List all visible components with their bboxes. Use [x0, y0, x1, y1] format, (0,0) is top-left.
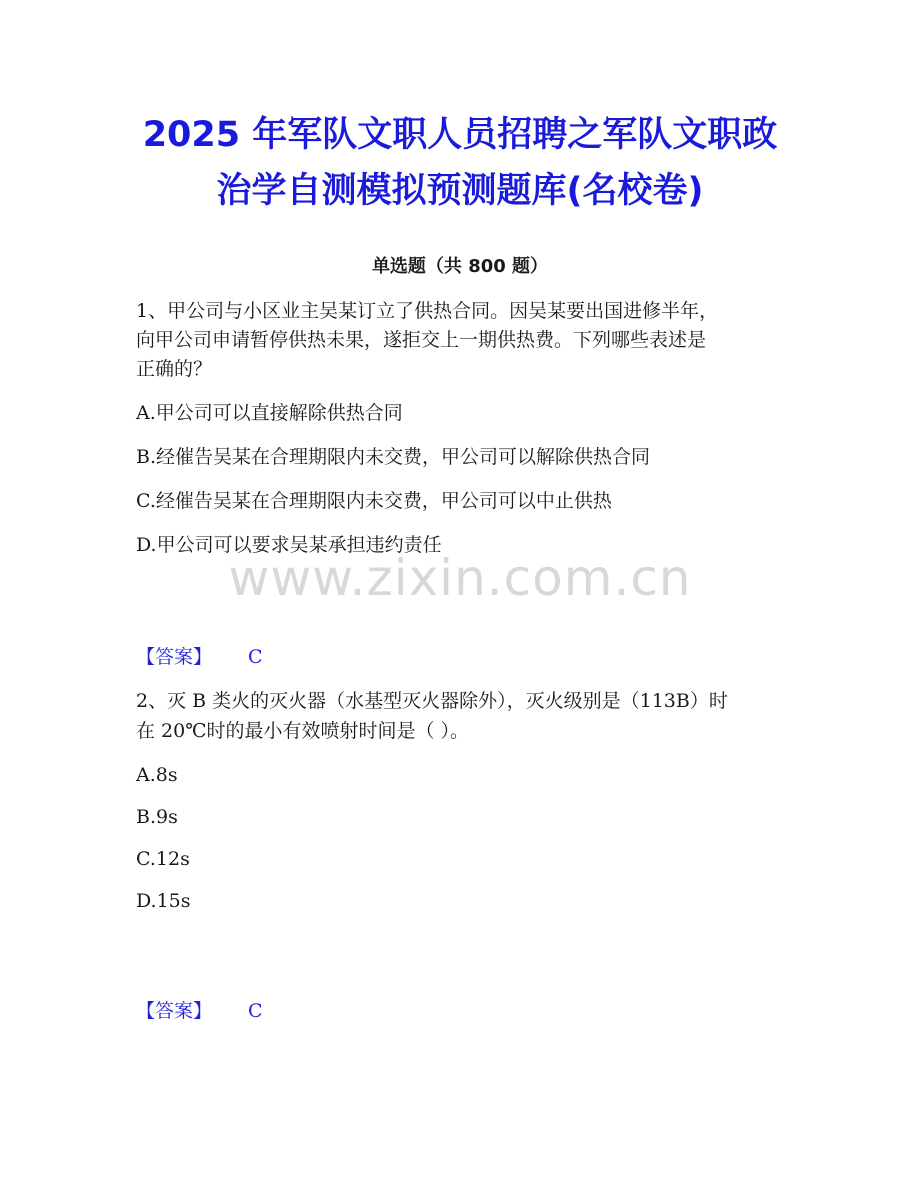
- watermark: www.zixin.com.cn: [228, 549, 692, 607]
- question-2-text-line-2: 在 20℃时的最小有效喷射时间是（ ）。: [136, 720, 470, 742]
- question-1-option-d: D.甲公司可以要求吴某承担违约责任: [136, 534, 442, 556]
- question-2-text-line-1: 2、灭 B 类火的灭火器（水基型灭火器除外），灭火级别是（113B）时: [136, 690, 728, 712]
- question-1-answer: [136, 642, 263, 672]
- document-title-line-1: 2025 年军队文职人员招聘之军队文职政: [142, 115, 778, 155]
- question-2-option-b: B.9s: [136, 806, 178, 828]
- question-2-answer: [136, 996, 263, 1026]
- section-heading: 单选题（共 800 题）: [371, 256, 549, 277]
- answer-value: C: [248, 646, 263, 668]
- question-2-option-d: D.15s: [136, 890, 191, 912]
- answer-label: 【答案】: [136, 646, 213, 668]
- question-1-text-line-2: 向甲公司申请暂停供热未果，遂拒交上一期供热费。下列哪些表述是: [136, 329, 707, 351]
- question-2-option-a: A.8s: [136, 764, 178, 786]
- question-1-text-line-3: 正确的？: [136, 358, 213, 380]
- answer-label: 【答案】: [136, 1000, 213, 1022]
- answer-value: C: [248, 1000, 263, 1022]
- question-2-option-c: C.12s: [136, 848, 190, 870]
- question-1-option-b: B.经催告吴某在合理期限内未交费，甲公司可以解除供热合同: [136, 446, 651, 468]
- question-1-text-line-1: 1、甲公司与小区业主吴某订立了供热合同。因吴某要出国进修半年，: [136, 300, 719, 322]
- question-1-option-c: C.经催告吴某在合理期限内未交费，甲公司可以中止供热: [136, 490, 612, 512]
- question-1-option-a: A.甲公司可以直接解除供热合同: [136, 402, 403, 424]
- document-title-line-2: 治学自测模拟预测题库(名校卷): [216, 171, 704, 211]
